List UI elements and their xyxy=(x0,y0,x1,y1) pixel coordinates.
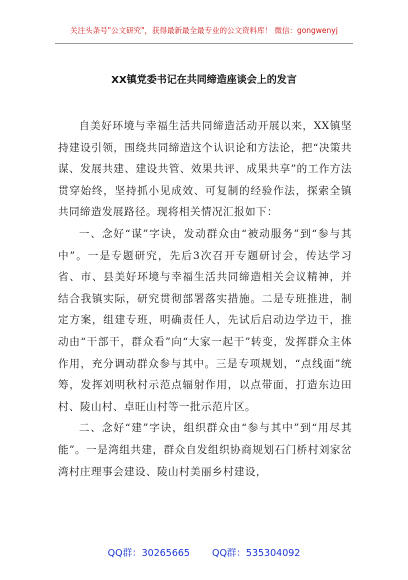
header-divider xyxy=(55,43,353,44)
document-body xyxy=(58,116,352,483)
paragraph-section-1: 一、念好“谋”字诀，发动群众由“被动服务”到“参与其中”。一是专题研究，先后3次召开专题研讨会，传达学习省、市、县美好环境与幸福生活共同缔造相关会议精神，并结合我镇实际，研究贯彻部署落实措施。二是专班推进，制定方案，组建专班，明确责任人，先试后启动边学边干，推动由“干部干，群众看”向“大家一起干”转变，发挥群众主体作用，充分调动群众参与其中。三是专项规划，“点线面”统筹，发挥刘明秋村示范点辐射作用，以点带面，打造东边田村、陵山村、卓旺山村等一批示范片区。 xyxy=(58,227,352,413)
footer-qq-groups xyxy=(0,545,408,559)
header-promo-note: 关注头条号"公文研究"，获得最新最全最专业的公文资料库！ 微信：gongwenyj xyxy=(70,26,338,35)
footer-qq-group-2: QQ群：535304092 xyxy=(211,548,301,559)
document-title: XX镇党委书记在共同缔造座谈会上的发言 xyxy=(111,75,297,86)
footer-qq-group-1: QQ群：30265665 xyxy=(107,548,190,559)
paragraph-intro: 自美好环境与幸福生活共同缔造活动开展以来，XX镇坚持建设引领，围绕共同缔造这个认识论和方法论，把“决策共谋、发展共建、建设共管、效果共评、成果共享”的工作方法贯穿始终，坚持抓小见成效、可复制的经验作法，探索全镇共同缔造发展路径。现将相关情况汇报如下： xyxy=(58,120,352,219)
paragraph-section-2: 二、念好“建”字诀，组织群众由“参与其中”到“用尽其能”。一是湾组共建，群众自发组织协商规划石门桥村刘家岔湾村庄理事会建设、陵山村美丽乡村建设， xyxy=(58,422,352,478)
